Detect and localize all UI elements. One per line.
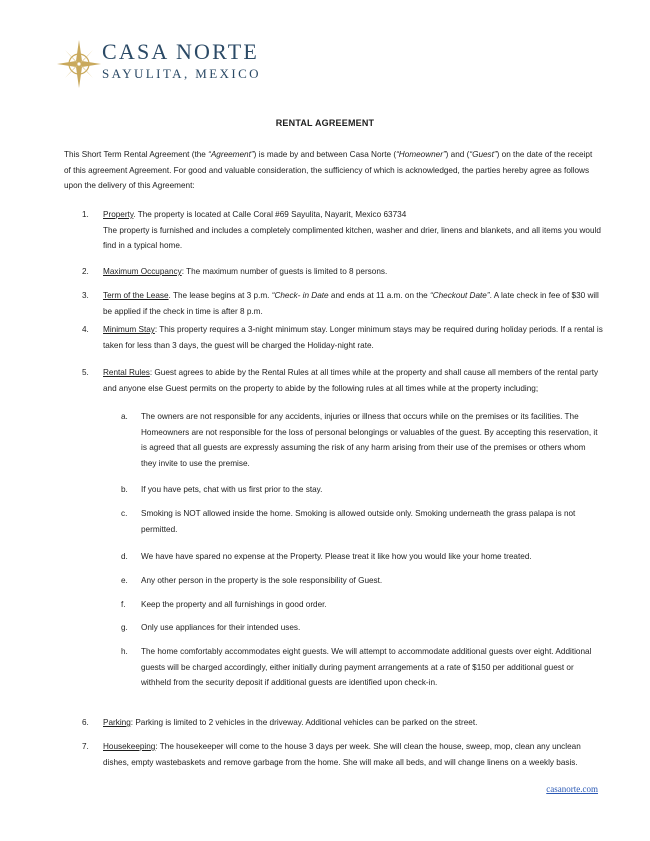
rule-item: Only use appliances for their intended uses. bbox=[141, 623, 301, 632]
rule-letter: b. bbox=[121, 485, 128, 494]
rule-item: The home comfortably accommodates eight guests. We will attempt to accommodate additional guests over eight. Additional guests will be charged accordingly, either initially during payment arrangements at a rate of $150 per additional guest or withheld from the security deposit if additional guests are identified upon check-in. bbox=[141, 647, 592, 687]
section-text: : The housekeeper will come to the house 3 days per week. She will clean the house, sweep, mop, clean any unclean dishes, empty wastebaskets and remove garbage from the home. She will make all beds, and will change linens on a weekly basis. bbox=[103, 742, 581, 767]
intro-text: ) on the date of the receipt of this agreement Agreement. For good and valuable consideration, the sufficiency of which is acknowledged, the parties hereby agree as follows upon the delivery of this Agreement: bbox=[64, 150, 593, 190]
section-minimum-stay bbox=[103, 322, 603, 353]
section-text: . The lease begins at 3 p.m. bbox=[168, 291, 272, 300]
rule-letter: a. bbox=[121, 412, 128, 421]
rule-item: Smoking is NOT allowed inside the home. Smoking is allowed outside only. Smoking underneath the grass palapa is not permitted. bbox=[141, 509, 576, 534]
section-housekeeping bbox=[103, 739, 603, 770]
rule-letter: g. bbox=[121, 623, 128, 632]
intro-term: “Agreement” bbox=[208, 150, 254, 159]
section-number: 3. bbox=[82, 291, 89, 300]
intro-paragraph bbox=[64, 147, 600, 194]
section-occupancy bbox=[103, 264, 603, 280]
section-label: Minimum Stay bbox=[103, 325, 155, 334]
section-label: Housekeeping bbox=[103, 742, 156, 751]
intro-term: “Homeowner” bbox=[396, 150, 446, 159]
compass-rose-icon bbox=[56, 38, 102, 90]
section-text: and ends at 11 a.m. on the bbox=[328, 291, 430, 300]
section-label: Parking bbox=[103, 718, 131, 727]
section-text: . A late check in fee of $30 will be applied if the check in time is after 8 p.m. bbox=[103, 291, 599, 316]
section-number: 2. bbox=[82, 267, 89, 276]
rule-letter: f. bbox=[121, 600, 126, 609]
section-rental-rules bbox=[103, 365, 603, 396]
document-title: RENTAL AGREEMENT bbox=[275, 118, 375, 128]
intro-term: “Guest” bbox=[469, 150, 497, 159]
rule-item: The owners are not responsible for any accidents, injuries or illness that occurs while on the premises or its facilities. The Homeowners are not responsible for the loss of personal belongings or valuables of the guest. By accepting this reservation, it is agreed that all guests are expressly assuming the risk of any harm arising from their use of the premises or others whom they invite to use the premise. bbox=[141, 412, 598, 468]
website-link[interactable]: casanorte.com bbox=[546, 784, 598, 794]
section-text: The property is furnished and includes a completely complimented kitchen, washer and drier, linens and blankets, and all items you would find in a typical home. bbox=[103, 225, 601, 250]
section-number: 6. bbox=[82, 718, 89, 727]
section-term: “Check- in Date bbox=[271, 291, 329, 300]
rule-letter: h. bbox=[121, 647, 128, 656]
rule-letter: d. bbox=[121, 552, 128, 561]
brand-location: SAYULITA, MEXICO bbox=[102, 66, 261, 81]
intro-text: ) is made by and between Casa Norte ( bbox=[253, 150, 397, 159]
section-label: Maximum Occupancy bbox=[103, 267, 182, 276]
section-label: Rental Rules bbox=[103, 368, 150, 377]
section-label: Property bbox=[103, 210, 134, 219]
rule-letter: c. bbox=[121, 509, 128, 518]
rule-letter: e. bbox=[121, 576, 128, 585]
section-text: : Parking is limited to 2 vehicles in the driveway. Additional vehicles can be parked on the street. bbox=[130, 718, 478, 727]
section-text: : The maximum number of guests is limited to 8 persons. bbox=[181, 267, 388, 276]
section-number: 5. bbox=[82, 368, 89, 377]
section-text: . The property is located at Calle Coral #69 Sayulita, Nayarit, Mexico 63734 bbox=[133, 210, 407, 219]
brand-name: CASA NORTE bbox=[102, 39, 259, 64]
section-label: Term of the Lease bbox=[103, 291, 169, 300]
section-text: : Guest agrees to abide by the Rental Rules at all times while at the property and shall cause all members of the rental party and anyone else Guest permits on the property to abide by the following rules at all times while at the property including; bbox=[103, 368, 599, 393]
rule-item: We have have spared no expense at the Property. Please treat it like how you would like your home treated. bbox=[141, 552, 532, 561]
intro-text: ) and ( bbox=[445, 150, 470, 159]
intro-text: This Short Term Rental Agreement (the bbox=[64, 150, 209, 159]
rule-item: If you have pets, chat with us first prior to the stay. bbox=[141, 485, 323, 494]
section-property bbox=[103, 207, 603, 254]
brand-logo bbox=[56, 38, 276, 94]
section-number: 1. bbox=[82, 210, 89, 219]
section-number: 4. bbox=[82, 325, 89, 334]
section-parking bbox=[103, 715, 603, 731]
rule-item: Any other person in the property is the sole responsibility of Guest. bbox=[141, 576, 383, 585]
rule-item: Keep the property and all furnishings in good order. bbox=[141, 600, 327, 609]
section-lease-term bbox=[103, 288, 603, 319]
section-number: 7. bbox=[82, 742, 89, 751]
section-term: “Checkout Date” bbox=[429, 291, 490, 300]
section-text: : This property requires a 3-night minimum stay. Longer minimum stays may be required during holiday periods. If a rental is taken for less than 3 days, the guest will be charged the Holiday-night rate. bbox=[103, 325, 603, 350]
